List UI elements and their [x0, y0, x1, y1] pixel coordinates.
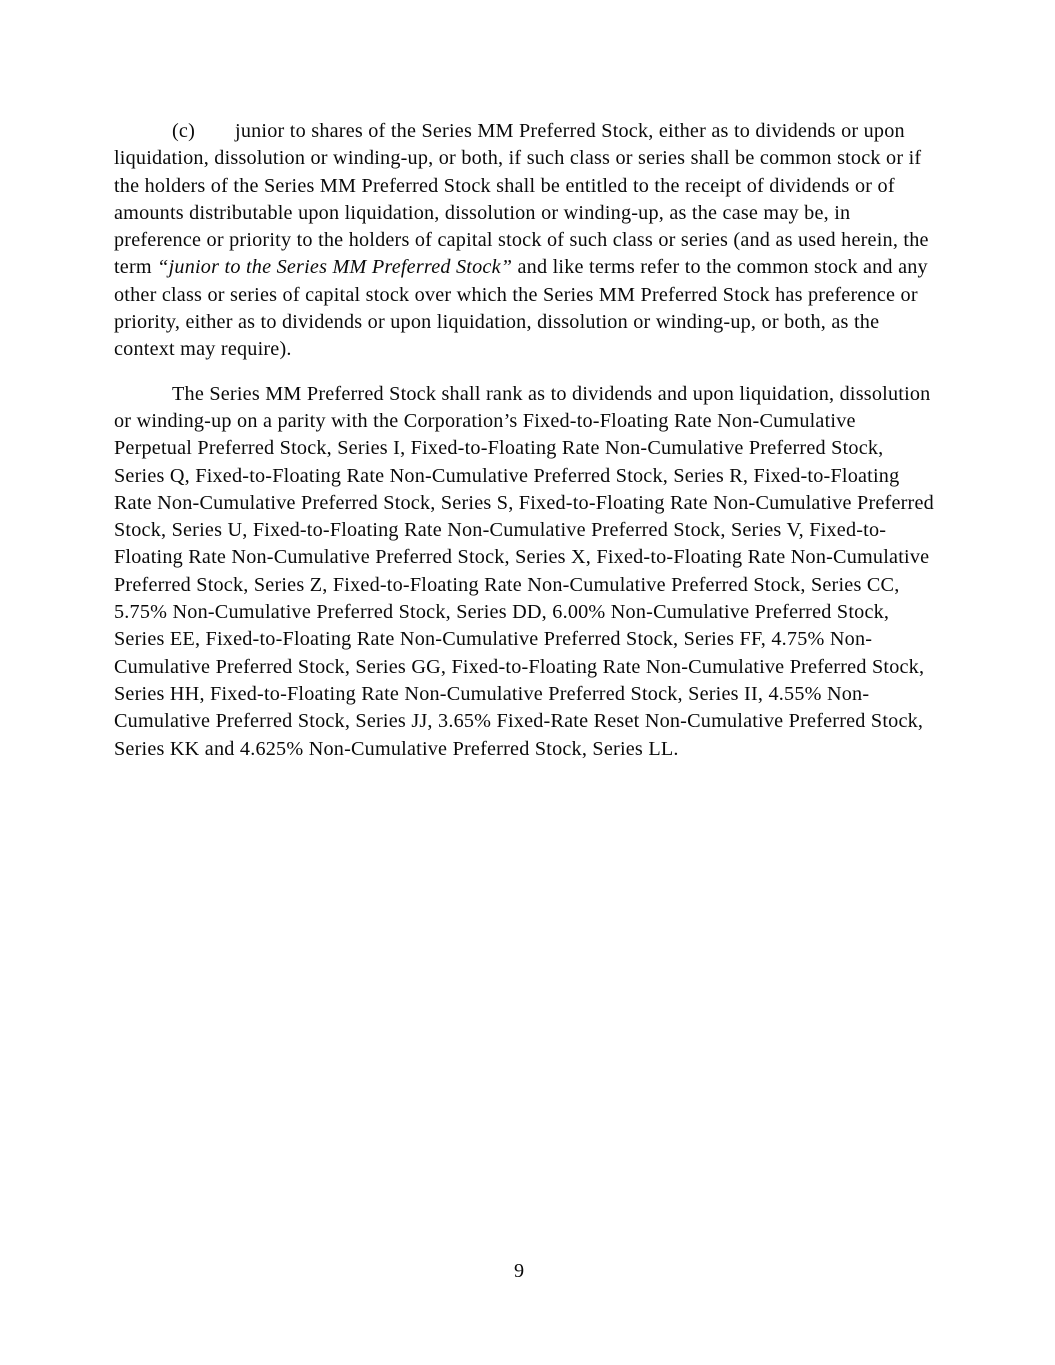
- parity-ranking-text: The Series MM Preferred Stock shall rank as to dividends and upon liquidation, dissolution or winding-up on a parity with the Corporation’s Fixed-to-Floating Rate Non-Cumulative Perpetual Preferred Stock, Series I, Fixed-to-Floating Rate Non-Cumulative Preferred Stock, Series Q, Fixed-to-Floating Rate Non-Cumulative Preferred Stock, Series R, Fixed-to-Floating Rate Non-Cumulative Preferred Stock, Series S, Fixed-to-Floating Rate Non-Cumulative Preferred Stock, Series U, Fixed-to-Floating Rate Non-Cumulative Preferred Stock, Series V, Fixed-to-Floating Rate Non-Cumulative Preferred Stock, Series X, Fixed-to-Floating Rate Non-Cumulative Preferred Stock, Series Z, Fixed-to-Floating Rate Non-Cumulative Preferred Stock, Series CC, 5.75% Non-Cumulative Preferred Stock, Series DD, 6.00% Non-Cumulative Preferred Stock, Series EE, Fixed-to-Floating Rate Non-Cumulative Preferred Stock, Series FF, 4.75% Non-Cumulative Preferred Stock, Series GG, Fixed-to-Floating Rate Non-Cumulative Preferred Stock, Series HH, Fixed-to-Floating Rate Non-Cumulative Preferred Stock, Series II, 4.55% Non-Cumulative Preferred Stock, Series JJ, 3.65% Fixed-Rate Reset Non-Cumulative Preferred Stock, Series KK and 4.625% Non-Cumulative Preferred Stock, Series LL.: [114, 382, 934, 760]
- paragraph-parity-ranking: [114, 381, 934, 763]
- page-number: 9: [513, 1260, 525, 1282]
- paragraph-clause-c: [114, 118, 934, 364]
- clause-label-c: (c): [172, 120, 196, 142]
- document-body: [114, 118, 934, 763]
- clause-text-before-italic: junior to shares of the Series MM Preferred Stock, either as to dividends or upon liquidation, dissolution or winding-up, or both, if such class or series shall be common stock or if the holders of the Series MM Preferred Stock shall be entitled to the receipt of dividends or of amounts distributable upon liquidation, dissolution or winding-up, as the case may be, in preference or priority to the holders of capital stock of such class or series (and as used herein, the term: [114, 120, 929, 279]
- defined-term-junior-to-series-mm: “junior to the Series MM Preferred Stock”: [157, 256, 513, 279]
- clause-text-after-italic: and like terms refer to the common stock and any other class or series of capital stock over which the Series MM Preferred Stock has preference or priority, either as to dividends or upon liquidation, dissolution or winding-up, or both, as the context may require).: [114, 256, 928, 361]
